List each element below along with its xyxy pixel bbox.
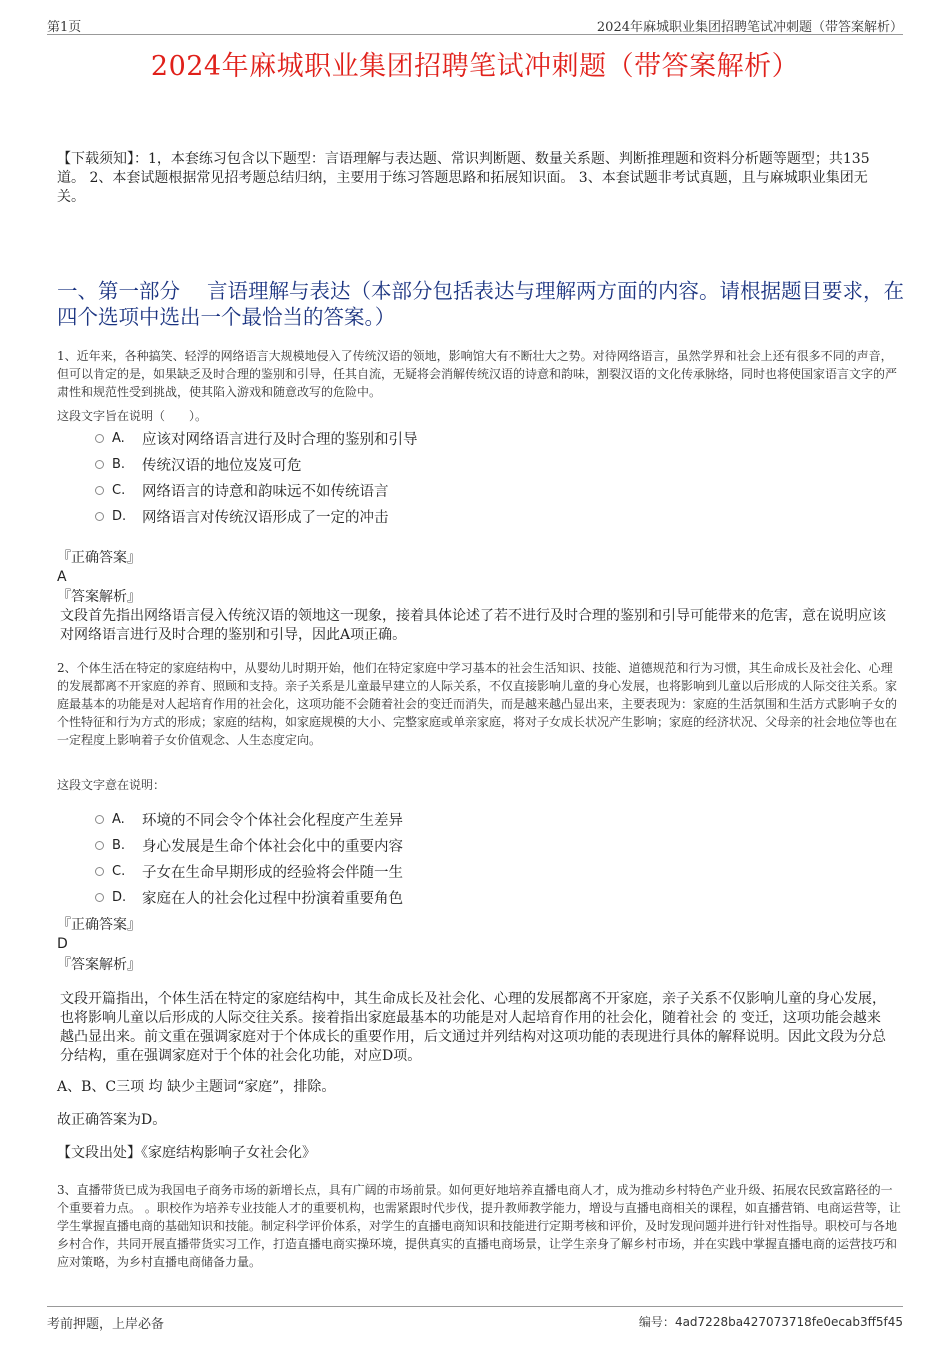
q1-answer: A [57,569,67,585]
q2-note-1: A、B、C三项 均 缺少主题词“家庭”，排除。 [57,1079,336,1095]
page-number: 第1页 [47,20,82,35]
q3-passage: 3、直播带货已成为我国电子商务市场的新增长点，具有广阔的市场前景。如何更好地培养直播电商人才，成为推动乡村特色产业升级、拓展农民致富路径的一个重要着力点。 。职校作为培养专业技能人才的重要机构，也需紧跟时代步伐，提升教师教学能力，增设与直播电商相关的课程，如直播营销、电商运营等，让学生掌握直播电商的基础知识和技能。制定科学评价体系，对学生的直播电商知识和技能进行定期考核和评价，及时发现问题并进行针对性指导。职校可与各地乡村合作，共同开展直播带货实习工作，打造直播电商实操环境，提供真实的直播电商场景，让学生亲身了解乡村市场，并在实践中掌握直播电商的运营技巧和应对策略，为乡村直播电商储备力量。 [57,1183,901,1269]
section-heading: 一、第一部分 言语理解与表达（本部分包括表达与理解两方面的内容。请根据题目要求，在四个选项中选出一个最恰当的答案。） [57,279,905,329]
page-footer [47,1306,903,1331]
q1-options [95,425,418,529]
radio-icon[interactable] [95,867,104,876]
q2-option-a[interactable]: A. 环境的不同会令个体社会化程度产生差异 [95,806,403,832]
radio-icon[interactable] [95,841,104,850]
q1-stem: 这段文字旨在说明（ ）。 [57,409,208,423]
radio-icon[interactable] [95,893,104,902]
q1-analysis: 文段首先指出网络语言侵入传统汉语的领地这一现象，接着具体论述了若不进行及时合理的鉴别和引导可能带来的危害，意在说明应该对网络语言进行及时合理的鉴别和引导，因此A项正确。 [60,608,886,643]
radio-icon[interactable] [95,460,104,469]
q1-option-b[interactable]: B. 传统汉语的地位岌岌可危 [95,451,418,477]
q2-note-2: 故正确答案为D。 [57,1112,167,1128]
q1-analysis-label: 『答案解析』 [57,589,141,605]
q1-passage: 1、近年来，各种搞笑、轻浮的网络语言大规模地侵入了传统汉语的领地，影响馆大有不断壮大之势。对待网络语言，虽然学界和社会上还有很多不同的声音，但可以肯定的是，如果缺乏及时合理的鉴别和引导，任其自流，无疑将会消解传统汉语的诗意和韵味，割裂汉语的文化传承脉络，同时也将使国家语言文字的严肃性和规范性受到挑战，使其陷入游戏和随意改写的危险中。 [57,349,898,399]
download-notice: 【下载须知】：1，本套练习包含以下题型：言语理解与表达题、常识判断题、数量关系题、判断推理题和资料分析题等题型；共135道。 2、本套试题根据常见招考题总结归纳，主要用于练习答题思路和拓展知识面。 3、本套试题非考试真题，且与麻城职业集团无关。 [57,151,870,205]
footer-slogan: 考前押题，上岸必备 [47,1317,165,1332]
radio-icon[interactable] [95,486,104,495]
q2-stem: 这段文字意在说明： [57,778,166,792]
q2-option-d[interactable]: D. 家庭在人的社会化过程中扮演着重要角色 [95,884,403,910]
radio-icon[interactable] [95,815,104,824]
q2-analysis: 文段开篇指出，个体生活在特定的家庭结构中，其生命成长及社会化、心理的发展都离不开家庭，亲子关系不仅影响儿童的身心发展，也将影响儿童以后形成的人际交往关系。接着指出家庭最基本的功能是对人起培育作用的社会化，随着社会 的 变迁，这项功能会越来越凸显出来。前文重在强调家庭对于个体成长的重要作用，后文通过并列结构对这项功能的表现进行具体的解释说明。因此文段为分总分结构，重在强调家庭对于个体的社会化功能，对应D项。 [60,991,886,1064]
q2-answer-label: 『正确答案』 [57,917,141,933]
q2-source: 【文段出处】《家庭结构影响子女社会化》 [57,1145,316,1161]
radio-icon[interactable] [95,434,104,443]
q1-option-d[interactable]: D. 网络语言对传统汉语形成了一定的冲击 [95,503,418,529]
q2-option-b[interactable]: B. 身心发展是生命个体社会化中的重要内容 [95,832,403,858]
header-doc-title: 2024年麻城职业集团招聘笔试冲刺题（带答案解析） [596,20,903,35]
footer-code: 编号：4ad7228ba427073718fe0ecab3ff5f45 [638,1315,903,1329]
q2-answer: D [57,936,68,952]
page-header [47,14,903,35]
q1-answer-label: 『正确答案』 [57,550,141,566]
q2-option-c[interactable]: C. 子女在生命早期形成的经验将会伴随一生 [95,858,403,884]
q2-passage: 2、个体生活在特定的家庭结构中，从婴幼儿时期开始，他们在特定家庭中学习基本的社会生活知识、技能、道德规范和行为习惯，其生命成长及社会化、心理的发展都离不开家庭的养育、照顾和支持。亲子关系是儿童最早建立的人际关系，不仅直接影响儿童的身心发展，也将影响到儿童以后形成的人际交往关系。家庭最基本的功能是对人起培育作用的社会化，这项功能不会随着社会的变迁而消失，而是越来越凸显出来，主要表现为：家庭的生活氛围和生活方式影响子女的个性特征和行为方式的形成；家庭的结构，如家庭规模的大小、完整家庭或单亲家庭，将对子女成长状况产生影响；家庭的经济状况、父母亲的社会地位等也在一定程度上影响着子女价值观念、人生态度定向。 [57,661,898,747]
radio-icon[interactable] [95,512,104,521]
document-title: 2024年麻城职业集团招聘笔试冲刺题（带答案解析） [150,51,800,82]
q2-options [95,806,403,910]
q2-analysis-label: 『答案解析』 [57,957,141,973]
q1-option-a[interactable]: A. 应该对网络语言进行及时合理的鉴别和引导 [95,425,418,451]
q1-option-c[interactable]: C. 网络语言的诗意和韵味远不如传统语言 [95,477,418,503]
